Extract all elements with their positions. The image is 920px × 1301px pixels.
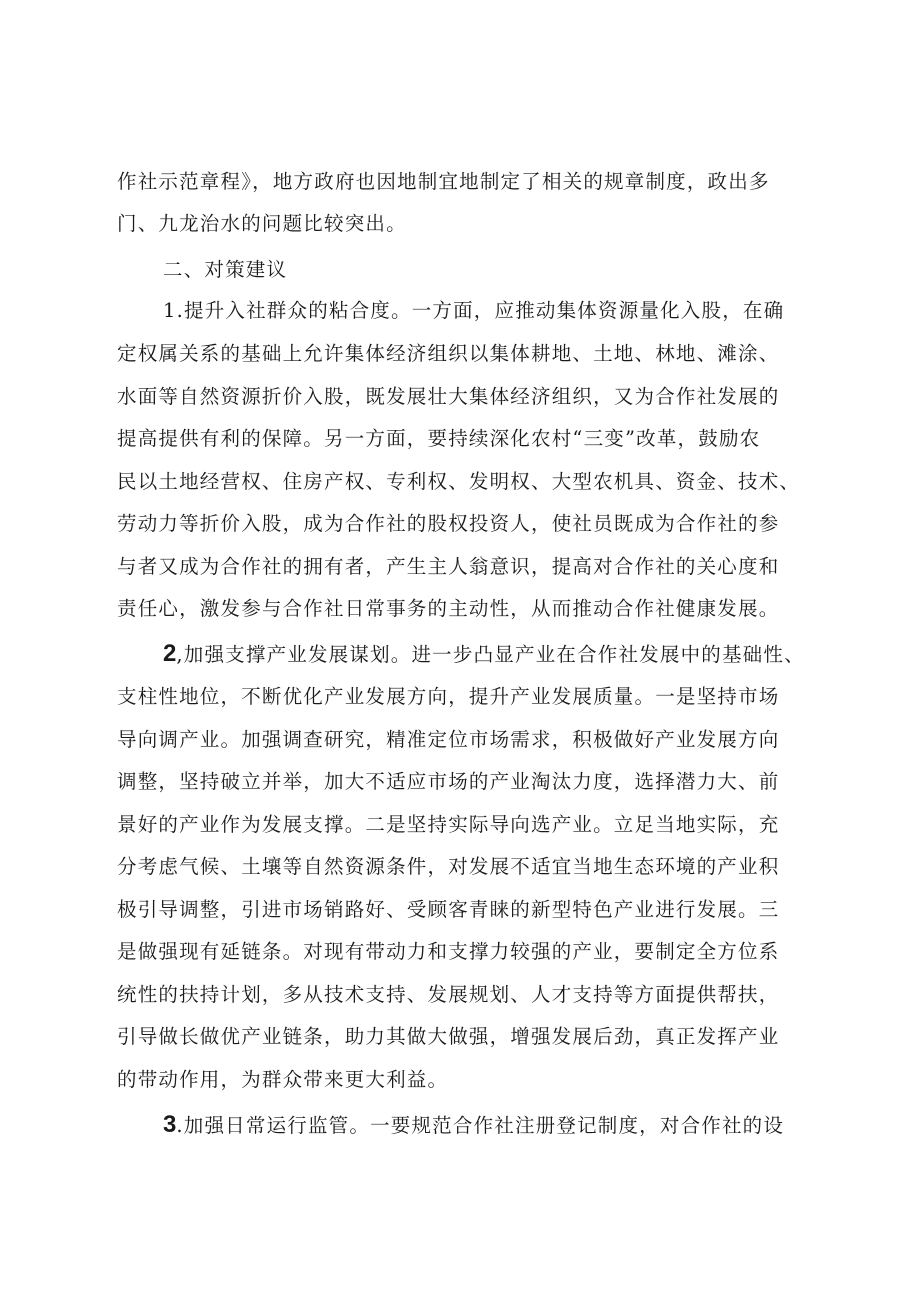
paragraph-line: 定权属关系的基础上允许集体经济组织以集体耕地、土地、林地、滩涂、: [117, 342, 780, 365]
paragraph-line: 引导做长做优产业链条，助力其做大做强，增强发展后劲，真正发挥产业: [117, 1025, 780, 1048]
paragraph-line: 1.提升入社群众的粘合度。一方面，应推动集体资源量化入股，在确: [163, 299, 785, 322]
item-number: 2: [163, 640, 177, 667]
paragraph-line: 调整，坚持破立并举，加大不适应市场的产业淘汰力度，选择潜力大、前: [117, 770, 780, 793]
paragraph-line: 水面等自然资源折价入股，既发展壮大集体经济组织，又为合作社发展的: [117, 385, 780, 408]
paragraph-line: [163, 640, 873, 669]
paragraph-line: 极引导调整，引进市场销路好、受顾客青睐的新型特色产业进行发展。三: [117, 898, 780, 921]
item-number: 3: [163, 1111, 177, 1138]
paragraph-line: 劳动力等折价入股，成为合作社的股权投资人，使社员既成为合作社的参: [117, 512, 780, 535]
paragraph-line: 提高提供有利的保障。另一方面，要持续深化农村“三变”改革，鼓励农: [117, 427, 761, 450]
paragraph-line: 与者又成为合作社的拥有者，产生主人翁意识，提高对合作社的关心度和: [117, 555, 780, 578]
paragraph-text: 加强日常运行监管。一要规范合作社注册登记制度，对合作社的设: [183, 1114, 785, 1137]
paragraph-line: 门、九龙治水的问题比较突出。: [117, 212, 407, 235]
paragraph-line: 统性的扶持计划，多从技术支持、发展规划、人才支持等方面提供帮扶，: [117, 983, 780, 1006]
paragraph-line: [163, 1111, 873, 1140]
paragraph-line: 导向调产业。加强调查研究，精准定位市场需求，积极做好产业发展方向: [117, 728, 780, 751]
section-heading: 二、对策建议: [163, 258, 288, 281]
item-number-separator: .: [176, 1114, 184, 1137]
paragraph-line: 作社示范章程》，地方政府也因地制宜地制定了相关的规章制度，政出多: [117, 170, 770, 193]
paragraph-line: 民以土地经营权、住房产权、专利权、发明权、大型农机具、资金、技术、: [117, 470, 801, 493]
paragraph-line: 的带动作用，为群众带来更大利益。: [117, 1068, 449, 1091]
paragraph-line: 支柱性地位，不断优化产业发展方向，提升产业发展质量。一是坚持市场: [117, 685, 780, 708]
paragraph-line: 是做强现有延链条。对现有带动力和支撑力较强的产业，要制定全方位系: [117, 940, 780, 963]
item-number-separator: ,: [176, 643, 184, 666]
paragraph-line: 景好的产业作为发展支撑。二是坚持实际导向选产业。立足当地实际，充: [117, 813, 780, 836]
paragraph-line: 分考虑气候、土壤等自然资源条件，对发展不适宜当地生态环境的产业积: [117, 855, 780, 878]
paragraph-text: 加强支撑产业发展谋划。进一步凸显产业在合作社发展中的基础性、: [183, 643, 805, 666]
paragraph-line: 责任心，激发参与合作社日常事务的主动性，从而推动合作社健康发展。: [117, 597, 780, 620]
